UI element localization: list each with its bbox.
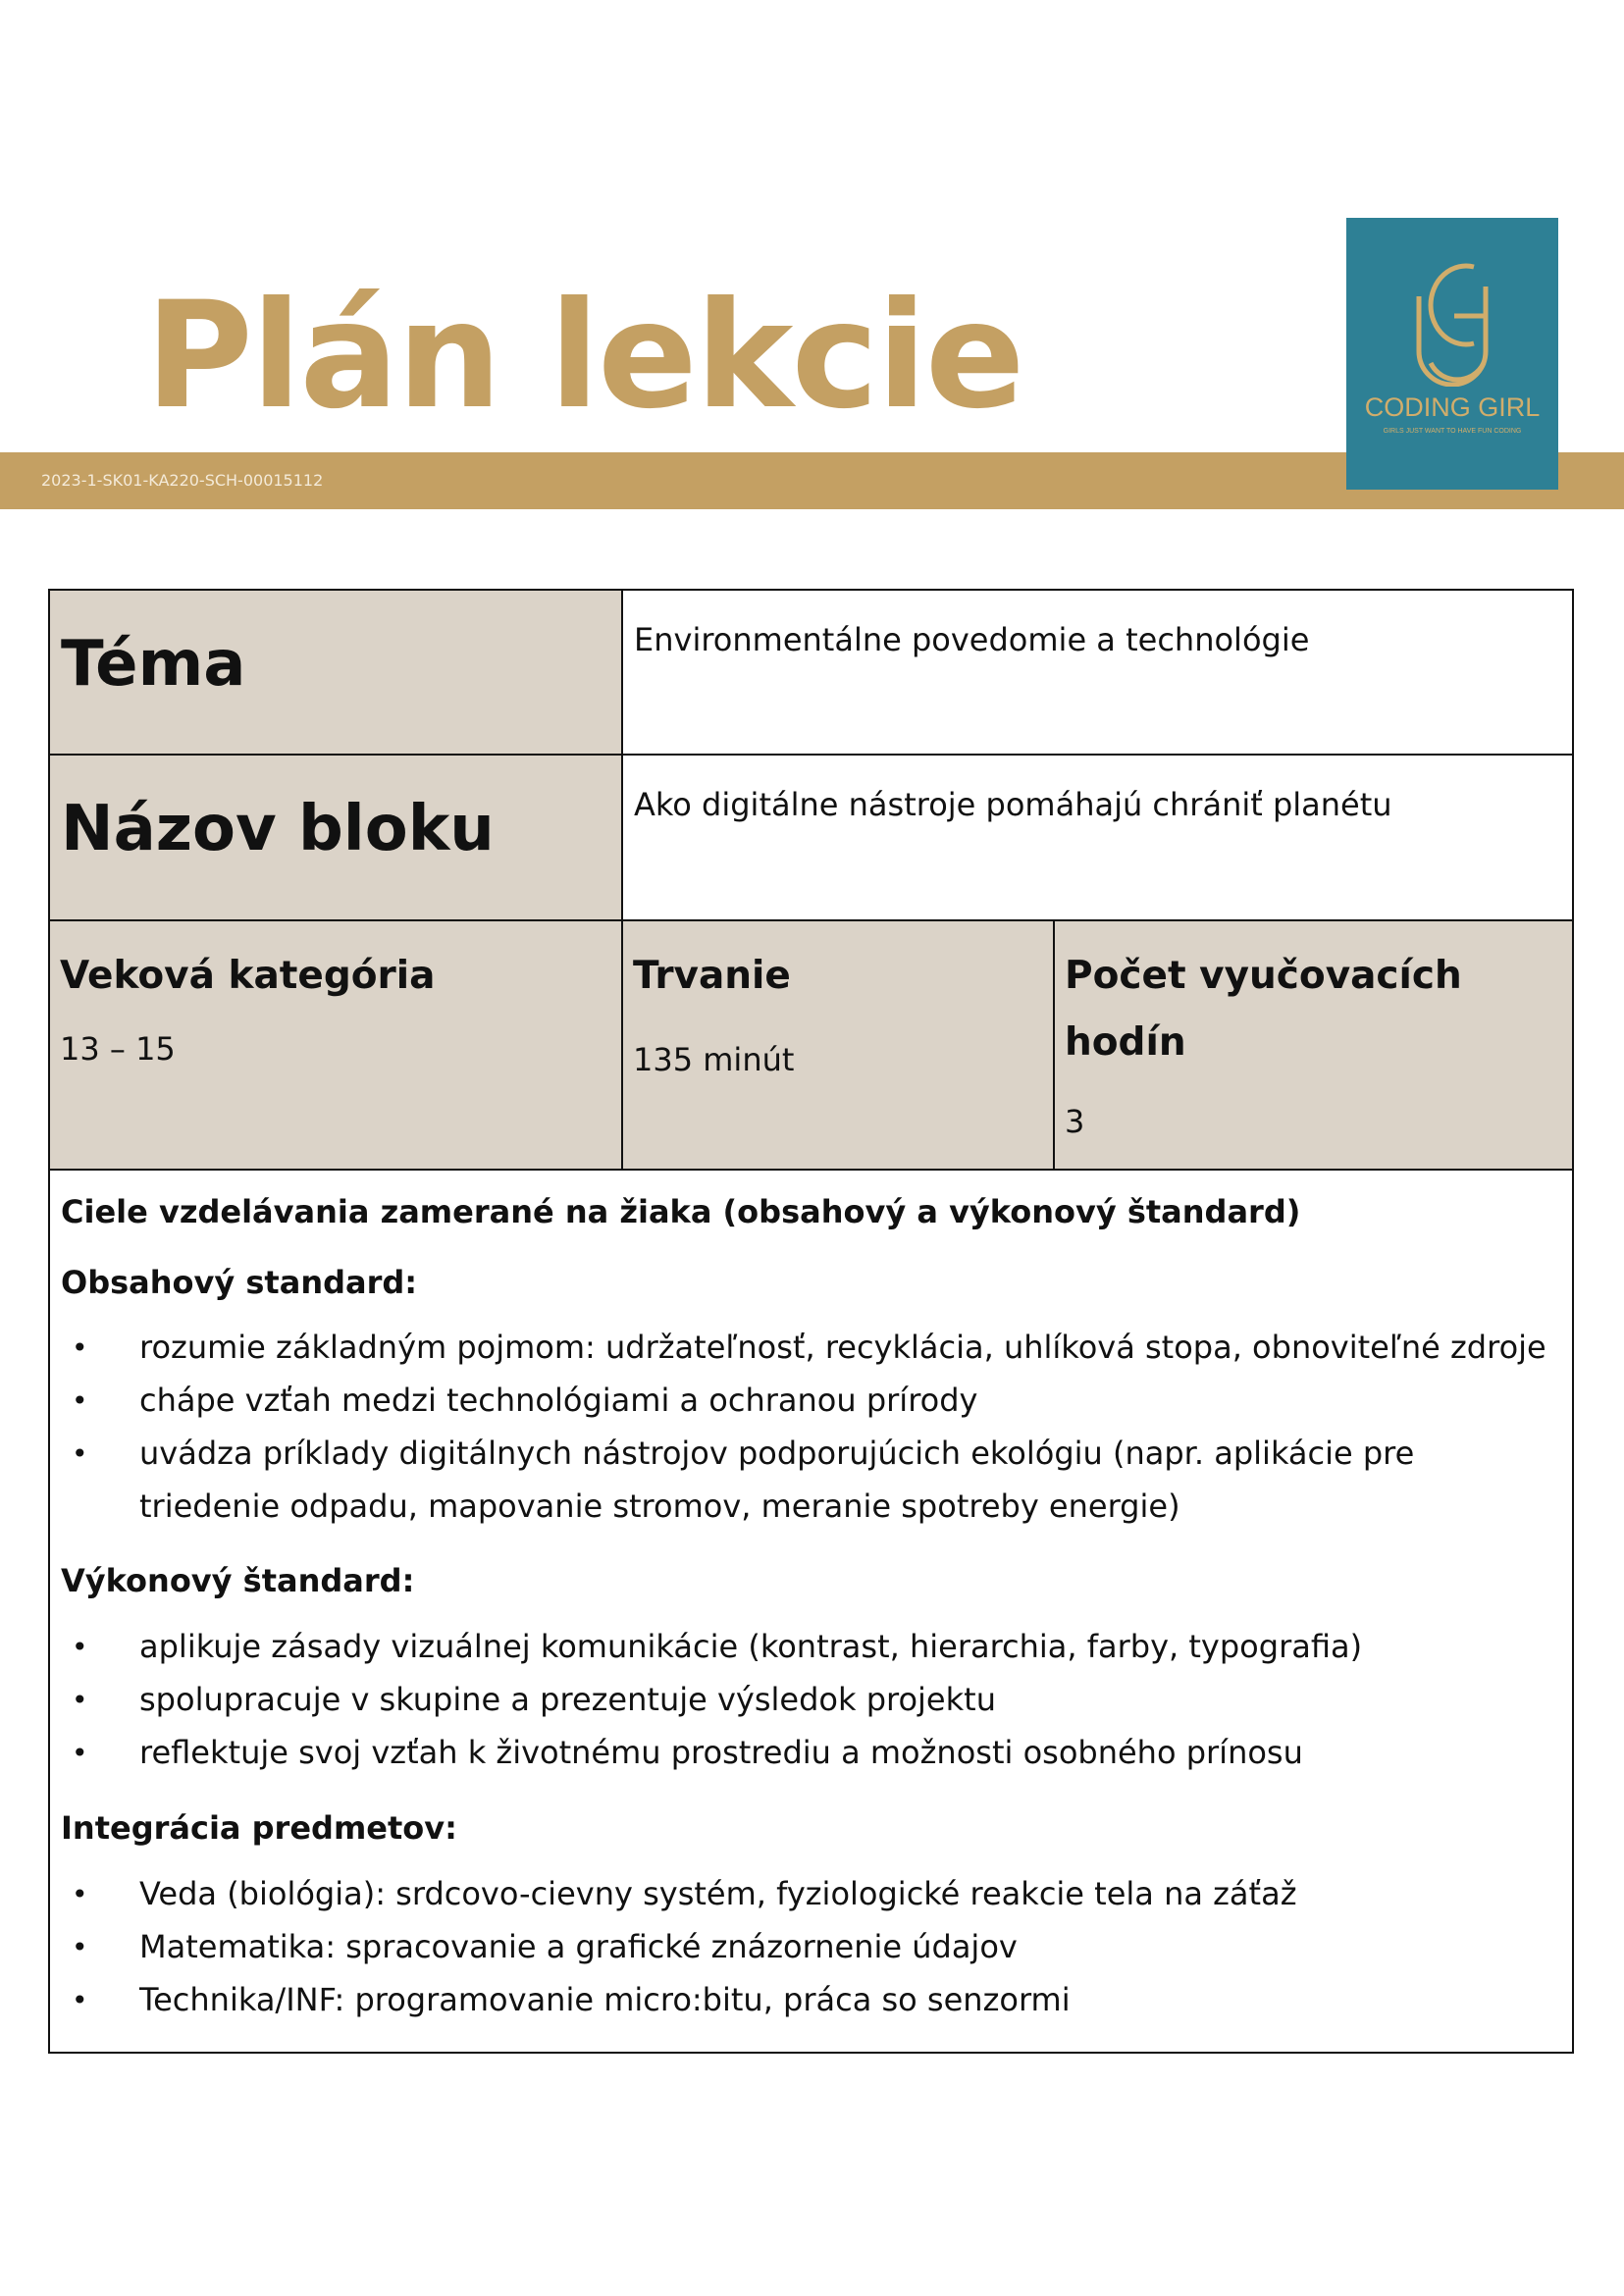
bullet-icon: • (72, 1984, 88, 2016)
bullet-icon: • (72, 1931, 88, 1963)
bullet-icon: • (72, 1437, 88, 1470)
trvanie-value: 135 minút (633, 1041, 795, 1078)
tema-label-cell (48, 589, 623, 756)
cg-monogram-icon (1401, 257, 1503, 387)
tema-value-cell (621, 589, 1574, 756)
nazov-bloku-value: Ako digitálne nástroje pomáhajú chrániť planétu (634, 786, 1392, 823)
obsahovy-heading: Obsahový standard: (61, 1264, 418, 1301)
logo-tagline: GIRLS JUST WANT TO HAVE FUN CODING (1383, 428, 1522, 435)
tema-value: Environmentálne povedomie a technológie (634, 621, 1310, 658)
lesson-plan-table (48, 589, 1574, 2054)
bullet-icon: • (72, 1331, 88, 1364)
pocet-hodin-label-line1: Počet vyučovacích (1065, 954, 1462, 998)
pocet-hodin-cell (1053, 919, 1574, 1171)
pocet-hodin-label-line2: hodín (1065, 1020, 1186, 1065)
page-title: Plán lekcie (145, 271, 1023, 442)
nazov-bloku-label: Názov bloku (61, 793, 495, 865)
trvanie-cell (621, 919, 1055, 1171)
vekova-kategoria-cell (48, 919, 623, 1171)
bullet-icon: • (72, 1684, 88, 1716)
bullet-icon: • (72, 1631, 88, 1663)
vekova-kategoria-label: Veková kategória (60, 954, 436, 998)
vekova-kategoria-value: 13 – 15 (60, 1030, 176, 1068)
vykonovy-heading: Výkonový štandard: (61, 1562, 415, 1599)
coding-girl-logo (1346, 218, 1558, 490)
pocet-hodin-value: 3 (1065, 1103, 1085, 1140)
bullet-icon: • (72, 1737, 88, 1769)
project-code: 2023-1-SK01-KA220-SCH-00015112 (41, 471, 324, 490)
nazov-bloku-value-cell (621, 754, 1574, 921)
tema-label: Téma (61, 628, 246, 701)
bullet-icon: • (72, 1384, 88, 1417)
ciele-cell: Ciele vzdelávania zamerané na žiaka (obsahový a výkonový štandard) Obsahový standard: • rozumie základným pojmom: udržateľnosť, recyklácia, uhlíková stopa, obnoviteľné zdroje • chápe vzťah medzi technológiami a ochranou prírody • uvádza príklady digitálnych nástrojov podporujúcich ekológiu (napr. aplikácie pre triedenie odpadu, mapovanie stromov, meranie spotreby energie) Výkonový štandard: • aplikuje zásady vizuálnej komunikácie (kontrast, hierarchia, farby, typografia) • spolupracuje v skupine a prezentuje výsledok projektu • reflektuje svoj vzťah k životnému prostrediu a možnosti osobného prínosu Integrácia predmetov: • Veda (biológia): srdcovo-cievny systém, fyziologické reakcie tela na záťaž • Matematika: spracovanie a grafické znázornenie údajov • Technika/INF: programovanie micro:bitu, práca so senzormi (48, 1169, 1574, 2054)
bullet-icon: • (72, 1878, 88, 1910)
nazov-bloku-label-cell (48, 754, 623, 921)
trvanie-label: Trvanie (633, 954, 791, 998)
integracia-heading: Integrácia predmetov: (61, 1809, 457, 1847)
ciele-heading: Ciele vzdelávania zamerané na žiaka (obsahový a výkonový štandard) (61, 1193, 1301, 1230)
logo-name: CODING GIRL (1364, 392, 1541, 422)
